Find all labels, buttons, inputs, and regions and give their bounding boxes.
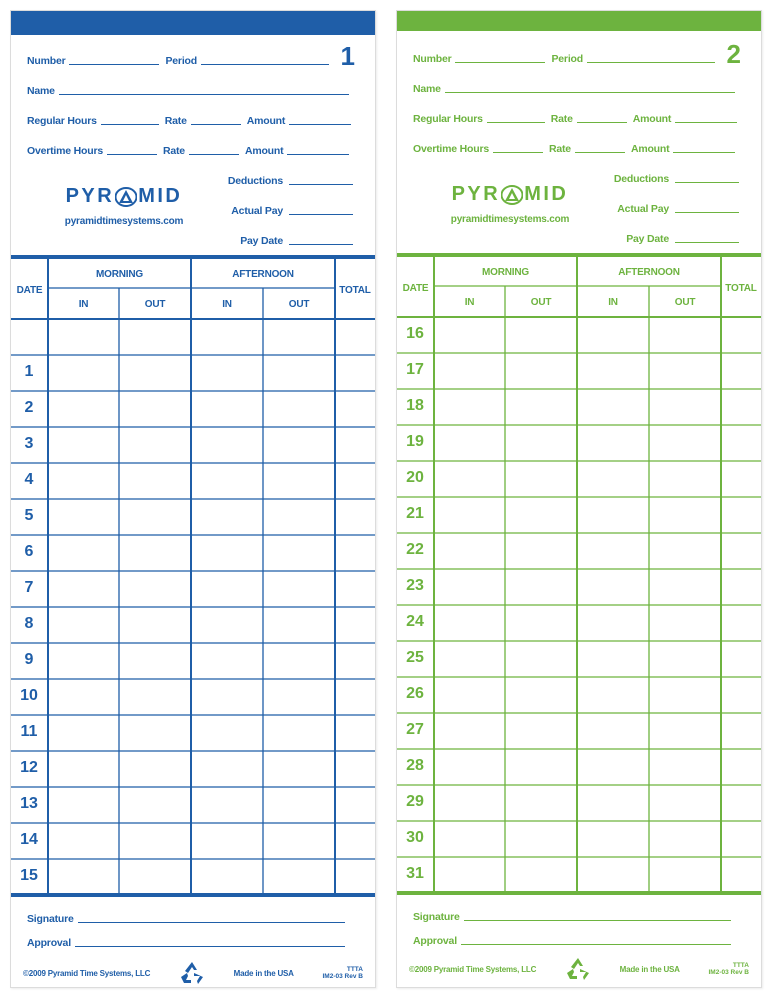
copyright-text: ©2009 Pyramid Time Systems, LLC [409,964,537,974]
form-code [709,962,749,976]
actual-pay-row [579,199,739,215]
form-code-line2: IM2-03 Rev B [708,969,749,976]
overtime-hours-label: Overtime Hours [27,145,103,157]
time-card-1 [10,10,376,988]
row-date: 26 [406,685,424,702]
pay-date-row [579,229,739,245]
form-code-line2: IM2-03 Rev B [322,973,363,980]
period-field[interactable] [587,51,715,63]
deductions-row [579,169,739,185]
col-total-header: TOTAL [339,285,371,296]
actual-pay-field[interactable] [675,201,739,213]
logo-text-right: MID [524,183,569,205]
row-date: 13 [20,795,38,812]
regular-hours-label: Regular Hours [27,115,97,127]
logo-text-left: PYR [65,185,115,207]
form-code [323,966,363,980]
col-morning-out-header: OUT [530,297,552,308]
row-date: 30 [406,829,424,846]
row-date: 19 [406,433,424,450]
logo-text-left: PYR [451,183,501,205]
pay-summary [193,171,353,247]
deductions-row [193,171,353,187]
approval-field[interactable] [461,933,731,945]
name-label: Name [27,85,55,97]
overtime-hours-label: Overtime Hours [413,143,489,155]
number-period-row [27,51,361,67]
signature-field[interactable] [464,909,731,921]
pay-date-row [193,231,353,247]
row-date: 23 [406,577,424,594]
approval-label: Approval [27,937,71,949]
col-morning-out-header: OUT [144,299,166,310]
regular-hours-row [413,109,747,125]
copyright-text: ©2009 Pyramid Time Systems, LLC [23,968,151,978]
logo-url: pyramidtimesystems.com [64,216,184,227]
row-date: 6 [24,543,34,560]
actual-pay-label: Actual Pay [231,205,283,217]
deductions-label: Deductions [613,173,669,185]
time-grid-lines [397,257,761,891]
signature-label: Signature [413,911,460,923]
approval-row [27,933,351,949]
logo-text-right: MID [138,185,183,207]
rate-label: Rate [162,145,185,157]
signature-label: Signature [27,913,74,925]
row-date: 9 [24,651,34,668]
made-in-usa-text: Made in the USA [619,964,680,974]
name-field[interactable] [59,83,349,95]
approval-row [413,931,737,947]
deductions-field[interactable] [289,173,353,185]
regular-hours-label: Regular Hours [413,113,483,125]
regular-rate-field[interactable] [577,111,627,123]
number-label: Number [27,55,66,67]
pyramid-logo [49,185,199,227]
time-grid [397,253,761,895]
recycle-icon [565,957,591,981]
pay-date-field[interactable] [289,233,353,245]
pay-date-label: Pay Date [626,233,669,245]
row-date: 8 [24,615,34,632]
signature-row [413,907,737,923]
row-date: 14 [20,831,38,848]
form-code-line1: TTTA [346,966,363,973]
regular-hours-row [27,111,361,127]
name-label: Name [413,83,441,95]
row-date: 20 [406,469,424,486]
actual-pay-row [193,201,353,217]
name-field[interactable] [445,81,735,93]
col-morning-in-header: IN [78,299,89,310]
row-date: 3 [24,435,34,452]
row-date: 27 [406,721,424,738]
rate-label: Rate [548,143,571,155]
col-morning-header: MORNING [482,267,529,278]
row-date: 22 [406,541,424,558]
row-date: 21 [406,505,424,522]
col-afternoon-in-header: IN [608,297,618,308]
row-date: 24 [406,613,424,630]
col-total-header: TOTAL [725,283,757,294]
overtime-hours-field[interactable] [107,143,157,155]
card-top-bar [11,11,375,35]
col-date-header: DATE [16,285,43,296]
card-footer [23,961,363,985]
regular-hours-field[interactable] [101,113,159,125]
number-field[interactable] [69,53,159,65]
approval-field[interactable] [75,935,345,947]
overtime-amount-field[interactable] [673,141,735,153]
amount-label: Amount [244,145,284,157]
overtime-hours-row [27,141,361,157]
signature-row [27,909,351,925]
col-afternoon-out-header: OUT [288,299,310,310]
pyramid-logo [435,183,585,225]
approval-label: Approval [413,935,457,947]
overtime-rate-field[interactable] [575,141,625,153]
regular-amount-field[interactable] [289,113,351,125]
pyramid-logo-icon [501,185,523,205]
row-date: 15 [20,867,38,884]
actual-pay-label: Actual Pay [617,203,669,215]
number-label: Number [413,53,452,65]
form-code-line1: TTTA [732,962,749,969]
row-date: 17 [406,361,424,378]
row-date: 10 [20,687,38,704]
logo-url: pyramidtimesystems.com [450,214,570,225]
time-grid [11,255,375,897]
row-date: 5 [24,507,34,524]
col-afternoon-in-header: IN [222,299,232,310]
pay-summary [579,169,739,245]
actual-pay-field[interactable] [289,203,353,215]
pyramid-logo-icon [115,187,137,207]
regular-hours-field[interactable] [487,111,545,123]
number-field[interactable] [455,51,545,63]
overtime-amount-field[interactable] [287,143,349,155]
row-date: 1 [24,363,34,380]
rate-label: Rate [164,115,187,127]
period-field[interactable] [201,53,329,65]
row-date: 25 [406,649,424,666]
row-date: 31 [406,865,424,882]
regular-rate-field[interactable] [191,113,241,125]
row-date: 28 [406,757,424,774]
card-top-bar [397,11,761,31]
row-date: 12 [20,759,38,776]
col-afternoon-out-header: OUT [674,297,696,308]
row-date: 7 [24,579,34,596]
row-date: 2 [24,399,34,416]
time-card-2 [396,10,762,988]
time-grid-lines [11,259,375,893]
col-date-header: DATE [402,283,429,294]
card-number: 2 [726,39,741,69]
name-row [413,79,741,95]
overtime-hours-field[interactable] [493,141,543,153]
overtime-rate-field[interactable] [189,143,239,155]
deductions-label: Deductions [227,175,283,187]
amount-label: Amount [630,143,670,155]
pay-date-label: Pay Date [240,235,283,247]
row-date: 11 [20,723,38,740]
row-date: 18 [406,397,424,414]
row-date: 4 [24,471,34,488]
card-number: 1 [340,41,355,71]
name-row [27,81,355,97]
recycle-icon [179,961,205,985]
amount-label: Amount [246,115,286,127]
number-period-row [413,49,747,65]
row-date: 16 [406,325,424,342]
made-in-usa-text: Made in the USA [233,968,294,978]
signature-field[interactable] [78,911,345,923]
period-label: Period [551,53,583,65]
col-afternoon-header: AFTERNOON [618,267,680,278]
period-label: Period [165,55,197,67]
rate-label: Rate [550,113,573,125]
card-footer [409,957,749,981]
overtime-hours-row [413,139,747,155]
col-afternoon-header: AFTERNOON [232,269,294,280]
col-morning-header: MORNING [96,269,143,280]
row-date: 29 [406,793,424,810]
regular-amount-field[interactable] [675,111,737,123]
col-morning-in-header: IN [464,297,475,308]
deductions-field[interactable] [675,171,739,183]
pay-date-field[interactable] [675,231,739,243]
amount-label: Amount [632,113,672,125]
